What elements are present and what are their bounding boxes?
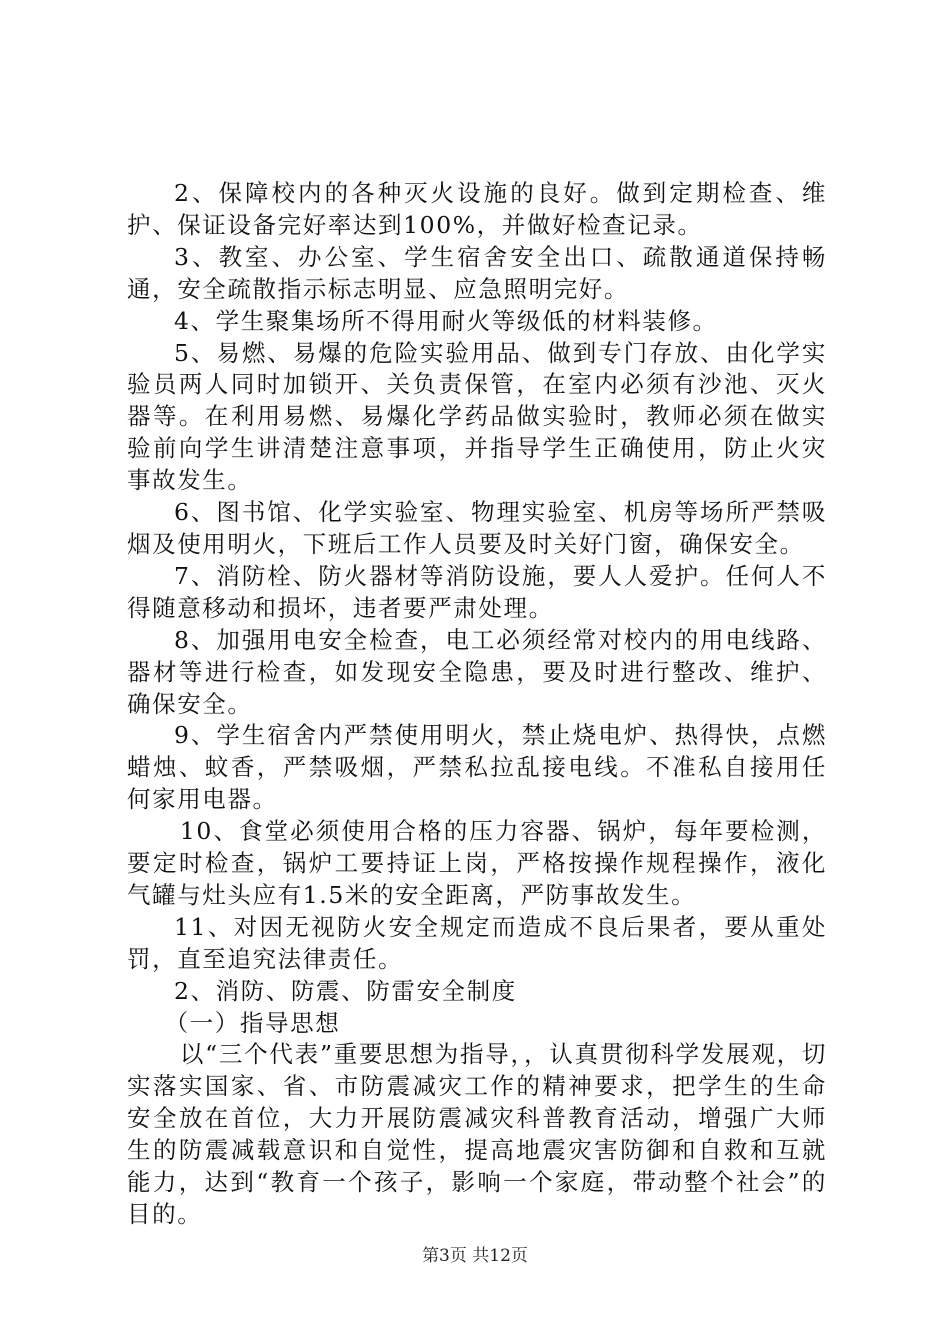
paragraph-dormitory: 9、学生宿舍内严禁使用明火，禁止烧电炉、热得快，点燃蜡烛、蚊香，严禁吸烟，严禁私拉乱接电线。不准私自接用任何家用电器。	[127, 721, 827, 814]
paragraph-canteen: 10、食堂必须使用合格的压力容器、锅炉，每年要检测，要定时检查，锅炉工要持证上岗，严格按操作规程操作，液化气罐与灶头应有1.5米的安全距离，严防事故发生。	[127, 817, 827, 909]
page-footer: 第3页 共12页	[422, 1246, 528, 1266]
paragraph-materials: 4、学生聚集场所不得用耐火等级低的材料装修。	[174, 306, 718, 335]
paragraph-fire-equipment: 2、保障校内的各种灭火设施的良好。做到定期检查、维护、保证设备完好率达到100%，并做好检查记录。	[127, 179, 827, 239]
section-heading: 2、消防、防震、防雷安全制度	[174, 976, 517, 1005]
paragraph-electrical-safety: 8、加强用电安全检查，电工必须经常对校内的用电线路、器材等进行检查，如发现安全隐患，要及时进行整改、维护、确保安全。	[127, 625, 827, 718]
paragraph-exits: 3、教室、办公室、学生宿舍安全出口、疏散通道保持畅通，安全疏散指示标志明显、应急照明完好。	[127, 242, 827, 303]
paragraph-hazardous-supplies: 5、易燃、易爆的危险实验用品、做到专门存放、由化学实验员两人同时加锁开、关负责保管，在室内必须有沙池、灭火器等。在利用易燃、易爆化学药品做实验时，教师必须在做实验前向学生讲清楚注意事项，并指导学生正确使用，防止火灾事故发生。	[127, 338, 827, 495]
paragraph-penalties: 11、对因无视防火安全规定而造成不良后果者，要从重处罚，直至追究法律责任。	[127, 912, 827, 973]
subsection-heading: （一）指导思想	[164, 1008, 341, 1037]
paragraph-guiding-ideology: 以“三个代表”重要思想为指导，，认真贯彻科学发展观，切实落实国家、省、市防震减灾工作的精神要求，把学生的生命安全放在首位，大力开展防震减灾科普教育活动，增强广大师生的防震减载意识和自觉性，提高地震灾害防御和自救和互就能力，达到“教育一个孩子，影响一个家庭，带动整个社会”的目的。	[127, 1040, 827, 1228]
paragraph-fire-hydrants: 7、消防栓、防火器材等消防设施，要人人爱护。任何人不得随意移动和损坏，违者要严肃处理。	[127, 561, 827, 622]
paragraph-no-smoking: 6、图书馆、化学实验室、物理实验室、机房等场所严禁吸烟及使用明火，下班后工作人员要及时关好门窗，确保安全。	[127, 498, 827, 558]
document-body	[127, 178, 827, 1231]
